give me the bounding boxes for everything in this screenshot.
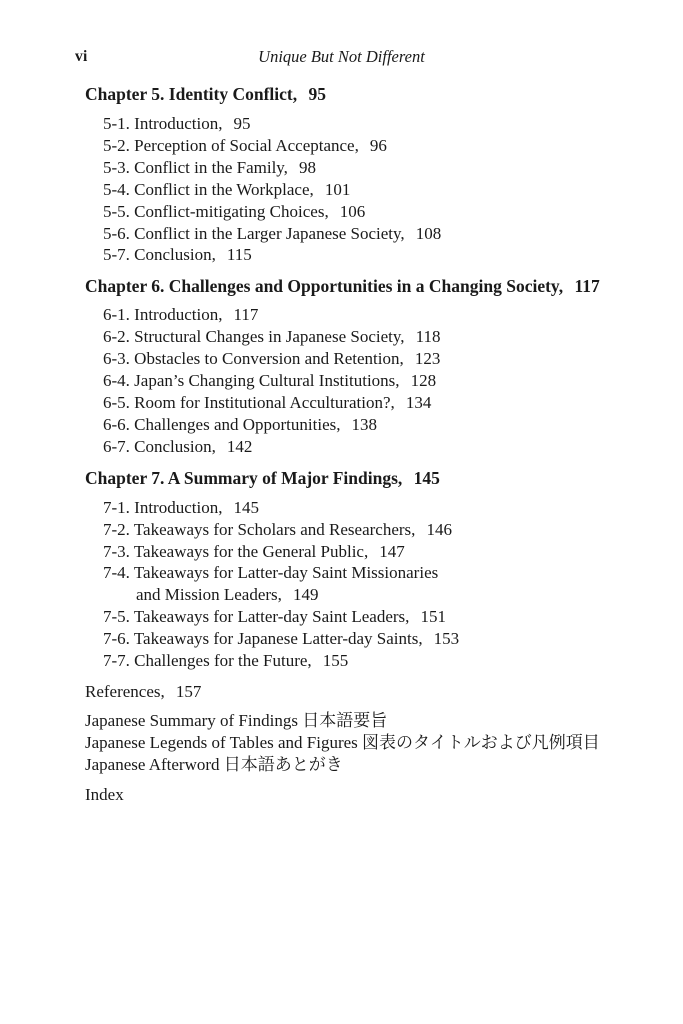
toc-item-page: 138 [351, 414, 378, 434]
toc-item-page: 123 [414, 349, 441, 369]
japanese-summary-entry: Japanese Summary of Findings 日本語要旨 [85, 710, 388, 730]
toc-item [103, 157, 653, 179]
toc-item-label: 5-6. Conflict in the Larger Japanese Society, [103, 223, 405, 243]
toc-item-label: 5-5. Conflict-mitigating Choices, [103, 201, 329, 221]
toc-item [103, 392, 653, 414]
toc-item-page: 118 [415, 327, 441, 347]
toc-item [103, 541, 653, 563]
chapter-6-title: Chapter 6. Challenges and Opportunities in a Changing Society, [85, 276, 564, 297]
chapter-6-page-number: 117 [574, 276, 600, 297]
toc-item-label: 6-4. Japan’s Changing Cultural Institutions, [103, 371, 400, 391]
index-entry: Index [85, 784, 124, 804]
running-head-title: Unique But Not Different [258, 47, 425, 66]
toc-item-page: 117 [233, 305, 259, 325]
japanese-legends-entry: Japanese Legends of Tables and Figures 図表のタイトルおよび凡例項目 [85, 732, 600, 752]
chapter-5-title: Chapter 5. Identity Conflict, [85, 84, 298, 104]
toc-item-label: 5-2. Perception of Social Acceptance, [103, 135, 359, 155]
toc-item-page: 147 [379, 541, 405, 561]
toc-item-label: 5-7. Conclusion, [103, 245, 216, 265]
japanese-afterword-entry: Japanese Afterword 日本語あとがき [85, 754, 343, 774]
chapter-6-item-list [103, 304, 653, 457]
chapter-7-section [75, 467, 653, 672]
toc-item-label: 5-1. Introduction, [103, 114, 223, 133]
toc-item [103, 135, 653, 157]
toc-item-page: 115 [226, 245, 252, 265]
toc-item-label: 6-6. Challenges and Opportunities, [103, 414, 341, 434]
toc-item-label: 7-5. Takeaways for Latter-day Saint Leaders, [103, 607, 410, 627]
toc-item [103, 497, 653, 519]
back-matter-section [85, 681, 653, 806]
chapter-7-page-number: 145 [413, 467, 440, 488]
toc-item [103, 650, 653, 672]
toc-item [103, 113, 653, 135]
japanese-entries-group [85, 710, 653, 776]
toc-item-page: 142 [226, 436, 253, 456]
chapter-5-section [75, 83, 653, 266]
toc-item-page: 151 [420, 607, 446, 627]
toc-item-label: 6-3. Obstacles to Conversion and Retention, [103, 349, 404, 369]
toc-item-page: 145 [233, 497, 259, 517]
toc-item [103, 628, 653, 650]
running-head [75, 47, 653, 69]
toc-item-label: 7-6. Takeaways for Japanese Latter-day Saints, [103, 629, 423, 649]
toc-item-label: 7-3. Takeaways for the General Public, [103, 541, 369, 561]
chapter-6-heading [85, 275, 653, 297]
chapter-7-heading [85, 467, 653, 489]
toc-item-label: 7-4. Takeaways for Latter-day Saint Missionaries [103, 563, 439, 583]
chapter-7-item-list [103, 497, 653, 672]
toc-item-page: 149 [292, 585, 319, 605]
toc-item-label: 5-4. Conflict in the Workplace, [103, 179, 314, 199]
toc-item-label: 5-3. Conflict in the Family, [103, 157, 288, 177]
toc-item-two-line [103, 562, 653, 606]
toc-item-label: 7-2. Takeaways for Scholars and Researchers, [103, 519, 416, 539]
toc-item-page: 106 [339, 201, 366, 221]
toc-item-label: 6-5. Room for Institutional Acculturation?, [103, 392, 395, 412]
references-label: References, [85, 681, 165, 701]
references-page: 157 [175, 681, 202, 701]
toc-item [103, 326, 653, 348]
toc-item-page: 155 [322, 651, 349, 671]
toc-item-continuation [103, 584, 653, 606]
toc-item-page: 128 [410, 371, 437, 391]
toc-item-page: 101 [324, 179, 351, 199]
toc-item-page: 134 [405, 392, 432, 412]
toc-item-label: 7-1. Introduction, [103, 497, 223, 517]
chapter-5-page-number: 95 [308, 84, 326, 104]
toc-item [103, 414, 653, 436]
toc-item [103, 179, 653, 201]
toc-item-label-line2: and Mission Leaders, [136, 585, 282, 605]
toc-item-page: 108 [415, 223, 442, 243]
toc-item-page: 98 [298, 157, 316, 177]
chapter-5-heading [85, 83, 653, 105]
toc-item-page: 96 [369, 135, 387, 155]
chapter-6-section [75, 275, 653, 457]
chapter-7-title: Chapter 7. A Summary of Major Findings, [85, 467, 403, 488]
references-entry [85, 681, 653, 703]
folio-page-number: vi [75, 48, 88, 65]
toc-item [103, 244, 653, 266]
toc-item [103, 436, 653, 458]
toc-item [103, 304, 653, 326]
toc-item [103, 606, 653, 628]
toc-item [103, 223, 653, 245]
toc-item-page: 153 [433, 629, 460, 649]
toc-item-label: 6-7. Conclusion, [103, 436, 216, 456]
toc-item-label: 6-2. Structural Changes in Japanese Society, [103, 327, 405, 347]
chapter-5-item-list [103, 113, 653, 266]
toc-item-page: 95 [233, 114, 251, 133]
toc-item-page: 146 [426, 519, 452, 539]
toc-item-label: 7-7. Challenges for the Future, [103, 651, 312, 671]
toc-item-label: 6-1. Introduction, [103, 305, 223, 325]
toc-item [103, 519, 653, 541]
toc-item [103, 370, 653, 392]
toc-item [103, 201, 653, 223]
toc-item [103, 348, 653, 370]
